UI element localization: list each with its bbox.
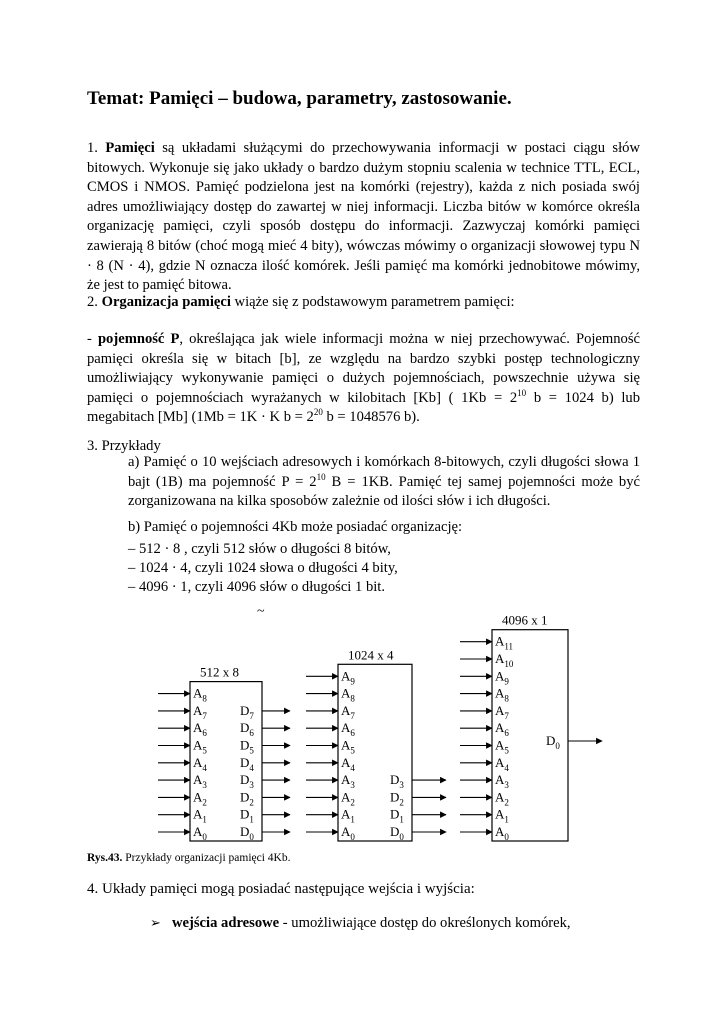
examples-heading: 3. Przykłady: [87, 438, 161, 454]
exponent: 10: [316, 471, 326, 482]
address-pin-label: $A_7$: [341, 702, 355, 721]
data-pin-label: $D_5$: [240, 737, 254, 756]
address-pin-label: $A_2$: [193, 789, 207, 808]
address-pin-label: $A_5$: [495, 737, 509, 756]
term-organization: Organizacja pamięci: [101, 294, 231, 310]
data-pin-label: $D_1$: [240, 806, 254, 825]
data-pin-label: $D_0$: [546, 733, 560, 751]
example-a-text: B = 1KB. Pamięć tej samej pojemności może być zorganizowana na kilka sposobów zależnie od ilości słów i ich długości.: [128, 473, 641, 510]
figure-caption: [87, 852, 290, 864]
address-pin-label: $A_1$: [193, 806, 207, 825]
paragraph-text: , określająca jak wiele informacji można w niej przechowywać. Pojemność pamięci określa się w bitach [b], ze względu na bardzo szybki postęp technologiczny umożliwiający wykonywanie pamięci o dużych pojemnościach, powszechnie używa się pamięci o pojemnościach wyrażanych w kilobitach [Kb] ( 1Kb = 2: [87, 331, 640, 406]
term-address-inputs: wejścia adresowe: [172, 915, 280, 931]
address-pin-label: $A_3$: [495, 772, 509, 791]
address-pin-label: $A_8$: [341, 685, 355, 704]
address-pin-label: $A_3$: [193, 772, 207, 791]
address-pin-label: $A_9$: [341, 668, 355, 687]
address-pin-label: $A_1$: [495, 806, 509, 825]
paragraph-organization: [87, 293, 640, 313]
stray-mark: ~: [257, 605, 265, 619]
address-pin-label: $A_2$: [495, 789, 509, 808]
term-memory: Pamięci: [105, 140, 155, 156]
paragraph-memory-definition: [87, 139, 640, 296]
address-pin-label: $A_0$: [193, 824, 207, 842]
address-pin-label: $A_6$: [193, 720, 207, 739]
address-pin-label: $A_5$: [193, 737, 207, 756]
example-b-item: – 1024 · 4, czyli 1024 słowa o długości 4 bity,: [128, 560, 398, 576]
address-pin-label: $A_7$: [193, 702, 207, 721]
address-pin-label: $A_5$: [341, 737, 355, 756]
address-pin-label: $A_0$: [341, 824, 355, 842]
dash: -: [87, 331, 98, 347]
address-pin-label: $A_4$: [193, 754, 207, 773]
data-pin-label: $D_0$: [390, 824, 404, 842]
data-pin-label: $D_4$: [240, 754, 254, 773]
caption-label: Rys.43.: [87, 852, 123, 864]
example-a-text: a) Pamięć o 10 wejściach adresowych i komórkach 8-bitowych, czyli długości słowa 1 bajt (1B) ma pojemność P = 2: [128, 454, 640, 490]
address-pin-label: $A_0$: [495, 824, 509, 842]
data-pin-label: $D_2$: [390, 789, 404, 808]
bullet-text: - umożliwiające dostęp do określonych komórek,: [279, 915, 571, 931]
paragraph-text: wiąże się z podstawowym parametrem pamięci:: [230, 294, 515, 310]
address-pin-label: $A_{11}$: [495, 633, 514, 652]
chip-label: 4096 x 1: [502, 612, 548, 628]
data-pin-label: $D_0$: [240, 824, 254, 842]
address-pin-label: $A_4$: [495, 754, 509, 773]
arrow-bullet-icon: ➢: [150, 916, 161, 931]
address-pin-label: $A_7$: [495, 702, 509, 721]
example-b-item: – 512 · 8 , czyli 512 słów o długości 8 bitów,: [128, 541, 391, 557]
data-pin-label: $D_3$: [240, 772, 254, 791]
data-pin-label: $D_1$: [390, 806, 404, 825]
term-capacity: pojemność P: [97, 331, 180, 347]
address-pin-label: $A_6$: [341, 720, 355, 739]
memory-organization-figure: [0, 605, 724, 845]
address-pin-label: $A_2$: [341, 789, 355, 808]
example-b-heading: b) Pamięć o pojemności 4Kb może posiadać organizację:: [128, 519, 463, 535]
address-pin-label: $A_3$: [341, 772, 355, 791]
paragraph-capacity: [87, 330, 640, 428]
caption-text: Przykłady organizacji pamięci 4Kb.: [122, 852, 291, 864]
address-pin-label: $A_8$: [193, 685, 207, 704]
chip-label: 512 x 8: [200, 664, 239, 680]
address-pin-label: $A_8$: [495, 685, 509, 704]
paragraph-io: 4. Układy pamięci mogą posiadać następujące wejścia i wyjścia:: [87, 881, 475, 897]
data-pin-label: $D_2$: [240, 789, 254, 808]
bullet-item-address-inputs: [150, 915, 571, 932]
address-pin-label: $A_9$: [495, 668, 509, 687]
paragraph-number: 1.: [87, 140, 106, 156]
paragraph-text: b = 1024 b) lub megabitach [Mb] (1Mb = 1K · K b = 2: [87, 389, 641, 426]
address-pin-label: $A_4$: [341, 754, 355, 773]
paragraph-text: b = 1048576 b).: [322, 409, 420, 426]
data-pin-label: $D_7$: [240, 702, 254, 721]
data-pin-label: $D_6$: [240, 720, 254, 739]
address-pin-label: $A_{10}$: [495, 651, 514, 669]
chip-label: 1024 x 4: [348, 647, 394, 663]
address-pin-label: $A_6$: [495, 720, 509, 739]
data-pin-label: $D_3$: [390, 772, 404, 791]
example-a: [128, 453, 640, 512]
address-pin-label: $A_1$: [341, 806, 355, 825]
example-b-item: – 4096 · 1, czyli 4096 słów o długości 1 bit.: [128, 579, 385, 595]
paragraph-text: są układami służącymi do przechowywania informacji w postaci ciągu słów bitowych. Wykonuje się jako układy o bardzo dużym stopniu scalenia w technice TTL, ECL, CMOS i NMOS. Pamięć podzielona jest na komórki (rejestry), każda z nich posiada swój adres umożliwiający dostęp do zawartej w niej informacji. Liczba bitów w komórce określa organizację pamięci, czyli sposób dostępu do informacji. Zazwyczaj komórki pamięci zawierają 8 bitów (choć mogą mieć 4 bity), wówczas mówimy o organizacji słowowej typu N · 8 (N · 4), gdzie N oznacza ilość komórek. Jeśli pamięć ma komórki jednobitowe mówimy, że jest to pamięć bitowa.: [87, 140, 641, 294]
exponent: 20: [313, 407, 323, 418]
paragraph-number: 2.: [87, 294, 102, 310]
page-title: Temat: Pamięci – budowa, parametry, zastosowanie.: [87, 88, 512, 109]
exponent: 10: [517, 387, 527, 398]
